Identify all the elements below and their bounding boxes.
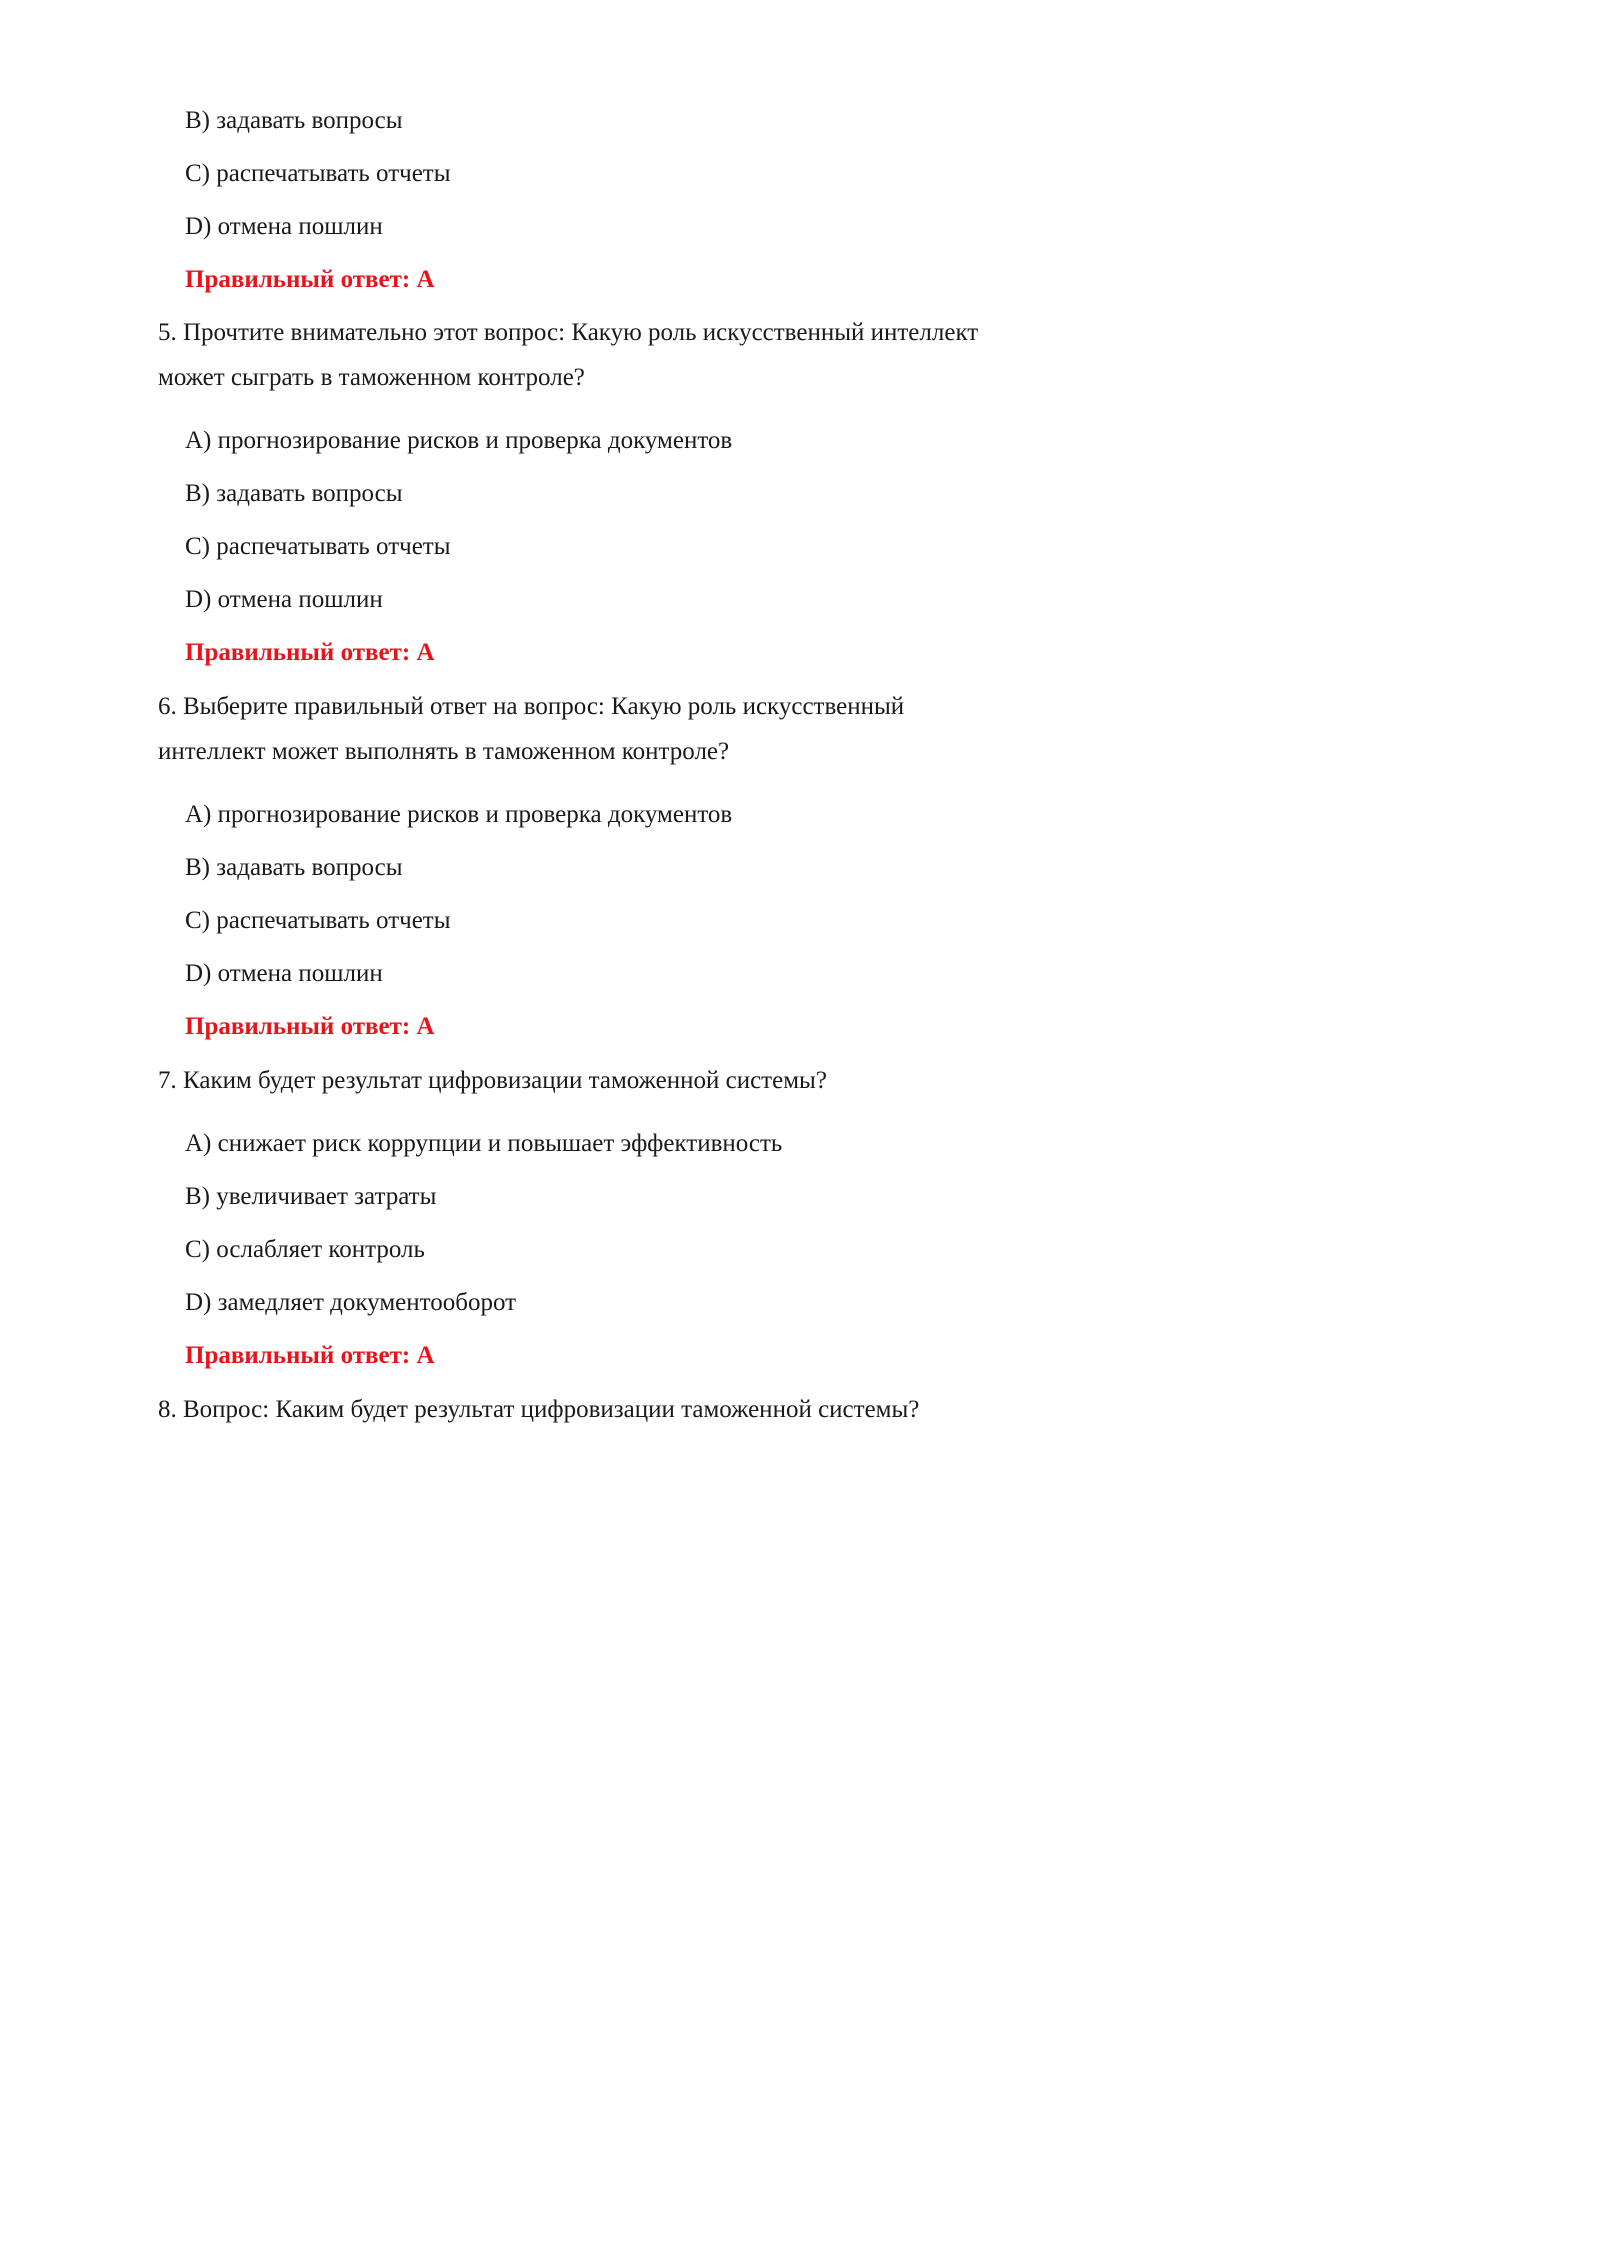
correct-answer: Правильный ответ: A [185,639,435,666]
option-b: B) задавать вопросы [185,854,403,881]
option-b: B) задавать вопросы [185,480,403,507]
option-c: C) ослабляет контроль [185,1236,425,1263]
question-text: 6. Выберите правильный ответ на вопрос: Какую роль искусственный [158,693,905,720]
option-a: A) прогнозирование рисков и проверка документов [185,801,733,828]
option-b: B) увеличивает затраты [185,1183,437,1210]
correct-answer: Правильный ответ: A [185,1013,435,1040]
option-d: D) отмена пошлин [185,213,383,240]
question-text: интеллект может выполнять в таможенном контроле? [158,738,730,765]
question-text: может сыграть в таможенном контроле? [158,364,585,391]
option-d: D) отмена пошлин [185,960,383,987]
question-text: 8. Вопрос: Каким будет результат цифровизации таможенной системы? [158,1396,920,1423]
option-a: A) снижает риск коррупции и повышает эффективность [185,1130,783,1157]
option-b: B) задавать вопросы [185,107,403,134]
question-text: 7. Каким будет результат цифровизации таможенной системы? [158,1067,827,1094]
correct-answer: Правильный ответ: A [185,1342,435,1369]
option-d: D) отмена пошлин [185,586,383,613]
question-text: 5. Прочтите внимательно этот вопрос: Какую роль искусственный интеллект [158,319,979,346]
option-a: A) прогнозирование рисков и проверка документов [185,427,733,454]
option-c: C) распечатывать отчеты [185,533,451,560]
option-c: C) распечатывать отчеты [185,160,451,187]
correct-answer: Правильный ответ: A [185,266,435,293]
option-d: D) замедляет документооборот [185,1289,517,1316]
document-page [0,0,1110,1569]
option-c: C) распечатывать отчеты [185,907,451,934]
